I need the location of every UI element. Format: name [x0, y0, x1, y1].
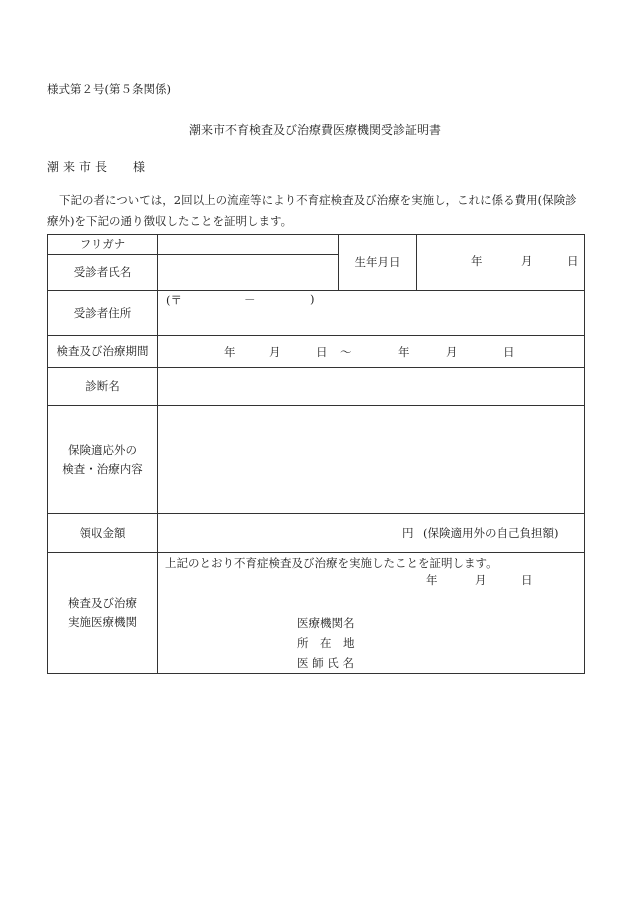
- patient-name-label: 受診者氏名: [48, 255, 158, 291]
- institution-row: [48, 553, 585, 674]
- amount-label: 領収金額: [48, 514, 158, 553]
- furigana-field[interactable]: [158, 235, 339, 255]
- amount-unit: 円: [402, 526, 414, 540]
- certification-statement: 上記のとおり不育症検査及び治療を実施したことを証明します。: [165, 556, 498, 570]
- period-label: 検査及び治療期間: [48, 336, 158, 368]
- diagnosis-label: 診断名: [48, 368, 158, 406]
- certificate-table: [47, 234, 585, 674]
- period-end-year-unit: 年: [398, 345, 410, 359]
- birthdate-year-unit: 年: [471, 254, 483, 268]
- cert-year-unit: 年: [426, 573, 438, 587]
- amount-row: [48, 514, 585, 553]
- birthdate-month-unit: 月: [521, 254, 533, 268]
- period-end-month-unit: 月: [446, 345, 458, 359]
- amount-field[interactable]: [158, 514, 585, 553]
- form-number: 様式第２号(第５条関係): [47, 82, 171, 96]
- period-field[interactable]: [158, 336, 585, 368]
- furigana-row: [48, 235, 585, 255]
- address-label: 受診者住所: [48, 291, 158, 336]
- intro-paragraph: 下記の者については，2回以上の流産等により不育症検査及び治療を実施し，これに係る費用(保険診療外)を下記の通り徴収したことを証明します。: [47, 193, 577, 228]
- uninsured-label: [48, 406, 158, 514]
- period-range-sign: ～: [340, 345, 352, 359]
- uninsured-field[interactable]: [158, 406, 585, 514]
- period-start-month-unit: 月: [269, 345, 281, 359]
- patient-name-field[interactable]: [158, 255, 339, 291]
- uninsured-label-line1: 保険適応外の: [68, 442, 137, 457]
- period-start-day-unit: 日: [316, 345, 328, 359]
- birthdate-day-unit: 日: [567, 254, 579, 268]
- postal-open: (〒: [166, 293, 182, 307]
- amount-note: (保険適用外の自己負担額): [423, 526, 559, 540]
- institution-field[interactable]: [158, 553, 585, 674]
- postal-close: ): [310, 292, 315, 306]
- postal-dash: －: [244, 293, 256, 307]
- institution-label-line2: 実施医療機関: [68, 615, 137, 629]
- uninsured-label-line2: 検査・治療内容: [62, 461, 143, 476]
- addressee: [47, 158, 145, 175]
- cert-day-unit: 日: [521, 573, 533, 587]
- birthdate-field[interactable]: [417, 235, 585, 291]
- period-start-year-unit: 年: [224, 345, 236, 359]
- period-row: [48, 336, 585, 368]
- address-row: [48, 291, 585, 336]
- institution-name-label: 医療機関名: [297, 616, 355, 630]
- institution-label: [48, 553, 158, 674]
- uninsured-row: [48, 406, 585, 514]
- furigana-label: フリガナ: [48, 235, 158, 255]
- birthdate-label: 生年月日: [339, 235, 417, 291]
- document-title: 潮来市不育検査及び治療費医療機関受診証明書: [188, 123, 441, 137]
- location-label: 所 在 地: [297, 636, 355, 650]
- cert-month-unit: 月: [475, 573, 487, 587]
- address-field[interactable]: [158, 291, 585, 336]
- institution-label-line1: 検査及び治療: [68, 596, 137, 610]
- addressee-name: 潮来市長: [47, 160, 112, 174]
- diagnosis-row: [48, 368, 585, 406]
- addressee-honorific: 様: [133, 160, 146, 174]
- doctor-name-label: 医 師 氏 名: [297, 656, 354, 670]
- diagnosis-field[interactable]: [158, 368, 585, 406]
- period-end-day-unit: 日: [503, 345, 515, 359]
